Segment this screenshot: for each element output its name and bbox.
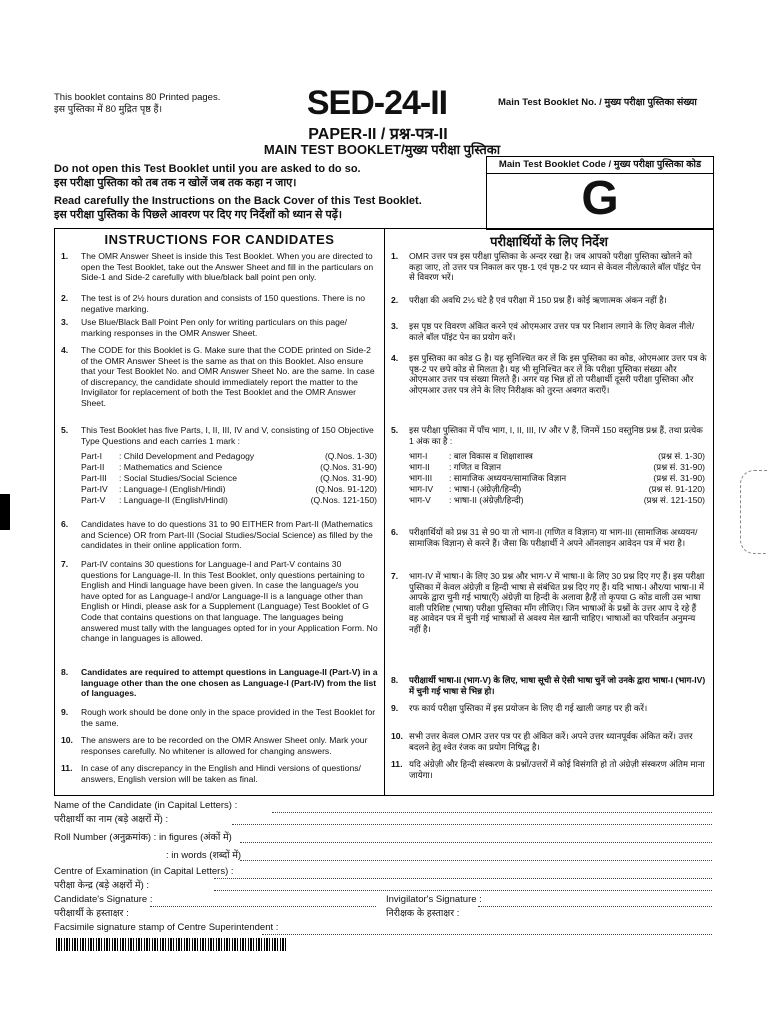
roll-number-words-label: : in words (शब्दों में) — [166, 850, 242, 861]
candidate-name-line-hi[interactable] — [232, 824, 712, 825]
instruction-en-text: The answers are to be recorded on the OMR Answer Sheet only. Mark your responses carefully. No whitener is allowed for changing answers. — [81, 735, 368, 756]
registration-mark — [0, 494, 10, 530]
part-row-en: Part-II : Mathematics and Science (Q.Nos. 31-90) — [81, 462, 377, 472]
invigilator-signature-label-en: Invigilator's Signature : — [386, 894, 482, 905]
instruction-hi-text: परीक्षार्थियों को प्रश्न 31 से 90 या तो भाग-II (गणित व विज्ञान) या भाग-III (सामाजिक अध्ययन/सामाजिक विज्ञान) से करने हैं। जैसा कि परीक्षार्थी ने अपने ऑनलाइन आवेदन पत्र में भरा है। — [409, 527, 698, 548]
roll-number-label: Roll Number (अनुक्रमांक) : in figures (अंकों में) — [54, 832, 232, 843]
instructions-box — [54, 228, 714, 796]
booklet-number-label: Main Test Booklet No. / मुख्य परीक्षा पुस्तिका संख्या — [498, 97, 697, 108]
warning-read-hi: इस परीक्षा पुस्तिका के पिछले आवरण पर दिए गए निर्देशों को ध्यान से पढ़ें। — [54, 209, 343, 221]
instruction-hi-text: इस पुस्तिका का कोड G है। यह सुनिश्चित कर लें कि इस पुस्तिका का कोड, ओएमआर उत्तर पत्र के पृष्ठ-2 पर छपे कोड से मिलता है। यह भी सुनिश्चित कर लें कि परीक्षा पुस्तिका संख्या और ओएमआर उत्तर पत्र संख्या मिलते हैं। अगर यह भिन्न हों तो परीक्षार्थी दूसरी परीक्षा पुस्तिका और ओएमआर उत्तर पत्र लेने के लिए निरीक्षक को तुरन्त अवगत कराएँ। — [409, 353, 707, 395]
part-row-en: Part-IV : Language-I (English/Hindi) (Q.Nos. 91-120) — [81, 484, 377, 494]
instruction-hi-text: इस परीक्षा पुस्तिका में पाँच भाग, I, II, III, IV और V हैं, जिनमें 150 वस्तुनिष्ठ प्रश्न हैं, तथा प्रत्येक 1 अंक का है : — [409, 425, 703, 446]
instruction-en-text: This Test Booklet has five Parts, I, II, III, IV and V, consisting of 150 Objective Type Questions and each carries 1 mark : — [81, 425, 374, 446]
instruction-hi-text: रफ कार्य परीक्षा पुस्तिका में इस प्रयोजन के लिए दी गई खाली जगह पर ही करें। — [409, 703, 648, 713]
instruction-hi-text: यदि अंग्रेज़ी और हिन्दी संस्करण के प्रश्नों/उत्तरों में कोई विसंगति हो तो अंग्रेज़ी संस्करण अंतिम माना जायेगा। — [409, 759, 705, 780]
instruction-hi-item: 3. इस पृष्ठ पर विवरण अंकित करने एवं ओएमआर उत्तर पत्र पर निशान लगाने के लिए केवल नीले/काले बॉल पॉइंट पेन का प्रयोग करें। — [391, 321, 707, 342]
instruction-en-text: Rough work should be done only in the space provided in the Test Booklet for the same. — [81, 707, 376, 728]
candidate-signature-label-en: Candidate's Signature : — [54, 894, 153, 905]
warning-read-en: Read carefully the Instructions on the Back Cover of this Test Booklet. — [54, 195, 422, 207]
instruction-hi-item: 9. रफ कार्य परीक्षा पुस्तिका में इस प्रयोजन के लिए दी गई खाली जगह पर ही करें। — [391, 703, 707, 714]
warning-open-hi: इस परीक्षा पुस्तिका को तब तक न खोलें जब तक कहा न जाए। — [54, 177, 297, 189]
instructions-en-title: INSTRUCTIONS FOR CANDIDATES — [104, 232, 335, 247]
instruction-hi-text: सभी उत्तर केवल OMR उत्तर पत्र पर ही अंकित करें। अपने उत्तर ध्यानपूर्वक अंकित करें। उत्तर बदलने हेतु श्वेत रंजक का प्रयोग निषिद्ध है। — [409, 731, 693, 752]
instruction-hi-text: परीक्षार्थी भाषा-II (भाग-V) के लिए, भाषा सूची से ऐसी भाषा चुनें जो उनके द्वारा भाषा-I (भाग-IV) में चुनी गई भाषा से भिन्न हो। — [409, 675, 706, 696]
part-row-en: Part-V : Language-II (English/Hindi) (Q.Nos. 121-150) — [81, 495, 377, 505]
page-count-en: This booklet contains 80 Printed pages. — [54, 92, 221, 103]
centre-label-en: Centre of Examination (in Capital Letters) : — [54, 866, 234, 877]
instruction-hi-text: परीक्षा की अवधि 2½ घंटे है एवं परीक्षा में 150 प्रश्न हैं। कोई ऋणात्मक अंकन नहीं है। — [409, 295, 667, 305]
part-row-en: Part-III : Social Studies/Social Science (Q.Nos. 31-90) — [81, 473, 377, 483]
instruction-en-text: Candidates are required to attempt questions in Language-II (Part-V) in a language other than the one chosen as Language-I (Part-IV) from the list of languages. — [81, 667, 378, 699]
instruction-en-item: 6. Candidates have to do questions 31 to 90 EITHER from Part-II (Mathematics and Science) OR from Part-III (Social Studies/Social Science) as filled by the candidates in their online application form. — [61, 519, 379, 551]
candidate-signature-line[interactable] — [150, 906, 376, 907]
instruction-en-text: The test is of 2½ hours duration and consists of 150 questions. There is no negative marking. — [81, 293, 366, 314]
facsimile-label: Facsimile signature stamp of Centre Superintendent : — [54, 922, 279, 933]
part-row-hi: भाग-V : भाषा-II (अंग्रेज़ी/हिन्दी) (प्रश्न सं. 121-150) — [409, 495, 705, 505]
instruction-en-item: 4. The CODE for this Booklet is G. Make sure that the CODE printed on Side-2 of the OMR Answer Sheet is the same as that on this Booklet. Also ensure that your Test Booklet No. and OMR Answer Sheet No. are the same. In case of discrepancy, the candidate should immediately report the matter to the Invigilator for replacement of both the Test Booklet and the OMR Answer Sheet. — [61, 345, 379, 409]
paper-title: PAPER-II / प्रश्न-पत्र-II — [308, 126, 448, 143]
instruction-hi-item: 11. यदि अंग्रेज़ी और हिन्दी संस्करण के प्रश्नों/उत्तरों में कोई विसंगति हो तो अंग्रेज़ी संस्करण अंतिम माना जायेगा। — [391, 759, 707, 780]
part-row-hi: भाग-I : बाल विकास व शिक्षाशास्त्र (प्रश्न सं. 1-30) — [409, 451, 705, 461]
invigilator-signature-label-hi: निरीक्षक के हस्ताक्षर : — [386, 908, 460, 919]
roll-number-figures-line[interactable] — [240, 842, 712, 843]
part-row-hi: भाग-II : गणित व विज्ञान (प्रश्न सं. 31-90) — [409, 462, 705, 472]
instruction-hi-item: 7. भाग-IV में भाषा-I के लिए 30 प्रश्न और भाग-V में भाषा-II के लिए 30 प्रश्न दिए गए हैं। इस परीक्षा पुस्तिका में केवल अंग्रेज़ी व हिन्दी भाषा से संबंधित प्रश्न दिए गए हैं। यदि भाषा-I और/या भाषा-II में आपके द्वारा चुनी गई भाषा(एँ) अंग्रेज़ी या हिन्दी के अलावा है/हैं तो कृपया G कोड वाली उस भाषा वाली परिशिष्ट (भाषा) परीक्षा पुस्तिका माँग लीजिए। जिन भाषाओं के प्रश्नों के उत्तर आप दे रहे हैं वह आवेदन पत्र में चुनी गई भाषाओं से अवश्य मेल खानी चाहिए। भाषाओं का परिवर्तन अनुमन्य नहीं है। — [391, 571, 707, 635]
instruction-en-text: The OMR Answer Sheet is inside this Test Booklet. When you are directed to open the Test Booklet, take out the Answer Sheet and fill in the particulars on Side-1 and Side-2 carefully with blue/black ball point pen only. — [81, 251, 374, 283]
instructions-hi-title: परीक्षार्थियों के लिए निर्देश — [490, 234, 608, 249]
instruction-en-text: In case of any discrepancy in the English and Hindi versions of questions/ answers, English version will be taken as final. — [81, 763, 361, 784]
part-row-en: Part-I : Child Development and Pedagogy (Q.Nos. 1-30) — [81, 451, 377, 461]
booklet-series-code: SED-24-II — [306, 84, 448, 122]
candidate-name-label-en: Name of the Candidate (in Capital Letters) : — [54, 800, 238, 811]
facsimile-line[interactable] — [262, 934, 712, 935]
parts-table-hi — [409, 451, 705, 506]
instruction-en-item: 5. This Test Booklet has five Parts, I, II, III, IV and V, consisting of 150 Objective Type Questions and each carries 1 mark : — [61, 425, 379, 446]
instruction-en-text: The CODE for this Booklet is G. Make sure that the CODE printed on Side-2 of the OMR Answer Sheet is the same as that on this Booklet. Also ensure that your Test Booklet No. and OMR Answer Sheet No. are the same. In case of discrepancy, the candidate should immediately report the matter to the Invigilator for replacement of both the Test Booklet and the OMR Answer Sheet. — [81, 345, 375, 408]
booklet-code-letter: G — [581, 172, 619, 225]
booklet-code-title: Main Test Booklet Code / मुख्य परीक्षा पुस्तिका कोड — [487, 157, 713, 174]
instruction-hi-item: 6. परीक्षार्थियों को प्रश्न 31 से 90 या तो भाग-II (गणित व विज्ञान) या भाग-III (सामाजिक अध्ययन/सामाजिक विज्ञान) से करने हैं। जैसा कि परीक्षार्थी ने अपने ऑनलाइन आवेदन पत्र में भरा है। — [391, 527, 707, 548]
candidate-signature-label-hi: परीक्षार्थी के हस्ताक्षर : — [54, 908, 129, 919]
instruction-en-item: 11. In case of any discrepancy in the English and Hindi versions of questions/ answers, English version will be taken as final. — [61, 763, 379, 784]
roll-number-words-line[interactable] — [240, 860, 712, 861]
part-row-hi: भाग-IV : भाषा-I (अंग्रेज़ी/हिन्दी) (प्रश्न सं. 91-120) — [409, 484, 705, 494]
instruction-hi-item: 8. परीक्षार्थी भाषा-II (भाग-V) के लिए, भाषा सूची से ऐसी भाषा चुनें जो उनके द्वारा भाषा-I (भाग-IV) में चुनी गई भाषा से भिन्न हो। — [391, 675, 706, 696]
instruction-en-text: Use Blue/Black Ball Point Pen only for writing particulars on this page/ marking responses in the OMR Answer Sheet. — [81, 317, 348, 338]
instruction-en-text: Part-IV contains 30 questions for Language-I and Part-V contains 30 questions for Language-II. In this Test Booklet, only questions pertaining to English and Hindi language have been given. In case the language/s you have opted for as Language-I and/or Language-II is a language other than English or Hindi, please ask for a Supplement (Language) Test Booklet of G Code that contains questions on that language. The languages being answered must tally with the languages opted for in your Application Form. No change in languages is allowed. — [81, 559, 378, 644]
instruction-en-item: 8. Candidates are required to attempt questions in Language-II (Part-V) in a language other than the one chosen as Language-I (Part-IV) from the list of languages. — [61, 667, 378, 699]
warning-open — [54, 162, 484, 190]
candidate-name-line[interactable] — [272, 812, 712, 813]
instruction-hi-item: 4. इस पुस्तिका का कोड G है। यह सुनिश्चित कर लें कि इस पुस्तिका का कोड, ओएमआर उत्तर पत्र के पृष्ठ-2 पर छपे कोड से मिलता है। यह भी सुनिश्चित कर लें कि परीक्षा पुस्तिका संख्या और ओएमआर उत्तर पत्र संख्या मिलते हैं। अगर यह भिन्न हों तो परीक्षार्थी दूसरी परीक्षा पुस्तिका और ओएमआर उत्तर पत्र लेने के लिए निरीक्षक को तुरन्त अवगत कराएँ। — [391, 353, 707, 395]
invigilator-signature-line[interactable] — [478, 906, 712, 907]
instruction-en-item: 3. Use Blue/Black Ball Point Pen only for writing particulars on this page/ marking responses in the OMR Answer Sheet. — [61, 317, 379, 338]
column-divider — [384, 229, 385, 795]
main-test-booklet-title: MAIN TEST BOOKLET/मुख्य परीक्षा पुस्तिका — [263, 142, 501, 157]
instruction-hi-item: 5. इस परीक्षा पुस्तिका में पाँच भाग, I, II, III, IV और V हैं, जिनमें 150 वस्तुनिष्ठ प्रश्न हैं, तथा प्रत्येक 1 अंक का है : — [391, 425, 707, 446]
instruction-hi-item: 10. सभी उत्तर केवल OMR उत्तर पत्र पर ही अंकित करें। अपने उत्तर ध्यानपूर्वक अंकित करें। उत्तर बदलने हेतु श्वेत रंजक का प्रयोग निषिद्ध है। — [391, 731, 707, 752]
instruction-en-item: 7. Part-IV contains 30 questions for Language-I and Part-V contains 30 questions for Language-II. In this Test Booklet, only questions pertaining to English and Hindi language have been given. In case the language/s you have opted for as Language-I and/or Language-II is a language other than English or Hindi, please ask for a Supplement (Language) Test Booklet of G Code that contains questions on that language. The languages being answered must tally with the languages opted for in your Application Form. No change in languages is allowed. — [61, 559, 378, 644]
part-row-hi: भाग-III : सामाजिक अध्ययन/सामाजिक विज्ञान (प्रश्न सं. 31-90) — [409, 473, 705, 483]
instruction-hi-item: 1. OMR उत्तर पत्र इस परीक्षा पुस्तिका के अन्दर रखा है। जब आपको परीक्षा पुस्तिका खोलने को कहा जाए, तो उत्तर पत्र निकाल कर पृष्ठ-1 एवं पृष्ठ-2 पर ध्यान से केवल नीले/काले बॉल पॉइंट पेन से विवरण भरें। — [391, 251, 707, 283]
instruction-hi-text: भाग-IV में भाषा-I के लिए 30 प्रश्न और भाग-V में भाषा-II के लिए 30 प्रश्न दिए गए हैं। इस परीक्षा पुस्तिका में केवल अंग्रेज़ी व हिन्दी भाषा से संबंधित प्रश्न दिए गए हैं। यदि भाषा-I और/या भाषा-II में आपके द्वारा चुनी गई भाषा(एँ) अंग्रेज़ी या हिन्दी के अलावा है/हैं तो कृपया G कोड वाली उस भाषा वाली परिशिष्ट (भाषा) परीक्षा पुस्तिका माँग लीजिए। जिन भाषाओं के प्रश्नों के उत्तर आप दे रहे हैं वह आवेदन पत्र में चुनी गई भाषाओं से अवश्य मेल खानी चाहिए। भाषाओं का परिवर्तन अनुमन्य नहीं है। — [409, 571, 705, 634]
instruction-en-item: 10. The answers are to be recorded on the OMR Answer Sheet only. Mark your responses carefully. No whitener is allowed for changing answers. — [61, 735, 379, 756]
warning-read — [54, 194, 484, 222]
instruction-en-item: 2. The test is of 2½ hours duration and consists of 150 questions. There is no negative marking. — [61, 293, 379, 314]
instruction-hi-text: इस पृष्ठ पर विवरण अंकित करने एवं ओएमआर उत्तर पत्र पर निशान लगाने के लिए केवल नीले/काले बॉल पॉइंट पेन का प्रयोग करें। — [409, 321, 695, 342]
parts-table-en — [81, 451, 377, 506]
instruction-hi-text: OMR उत्तर पत्र इस परीक्षा पुस्तिका के अन्दर रखा है। जब आपको परीक्षा पुस्तिका खोलने को कहा जाए, तो उत्तर पत्र निकाल कर पृष्ठ-1 एवं पृष्ठ-2 पर ध्यान से केवल नीले/काले बॉल पॉइंट पेन से विवरण भरें। — [409, 251, 701, 283]
candidate-name-label-hi: परीक्षार्थी का नाम (बड़े अक्षरों में) : — [54, 814, 169, 825]
instruction-hi-item: 2. परीक्षा की अवधि 2½ घंटे है एवं परीक्षा में 150 प्रश्न हैं। कोई ऋणात्मक अंकन नहीं है। — [391, 295, 707, 306]
instruction-en-text: Candidates have to do questions 31 to 90 EITHER from Part-II (Mathematics and Science) OR from Part-III (Social Studies/Social Science) as filled by the candidates in their online application form. — [81, 519, 373, 551]
warning-open-en: Do not open this Test Booklet until you are asked to do so. — [54, 163, 361, 175]
booklet-code-box — [486, 156, 714, 230]
centre-line[interactable] — [214, 878, 712, 879]
page-count-hi: इस पुस्तिका में 80 मुद्रित पृष्ठ हैं। — [54, 104, 163, 115]
centre-label-hi: परीक्षा केन्द्र (बड़े अक्षरों में) : — [54, 880, 150, 891]
page-count-note — [54, 92, 244, 116]
barcode — [56, 938, 288, 951]
centre-line-hi[interactable] — [214, 890, 712, 891]
page-edge-tab — [740, 470, 768, 554]
instruction-en-item: 1. The OMR Answer Sheet is inside this Test Booklet. When you are directed to open the Test Booklet, take out the Answer Sheet and fill in the particulars on Side-1 and Side-2 carefully with blue/black ball point pen only. — [61, 251, 379, 283]
instruction-en-item: 9. Rough work should be done only in the space provided in the Test Booklet for the same. — [61, 707, 379, 728]
